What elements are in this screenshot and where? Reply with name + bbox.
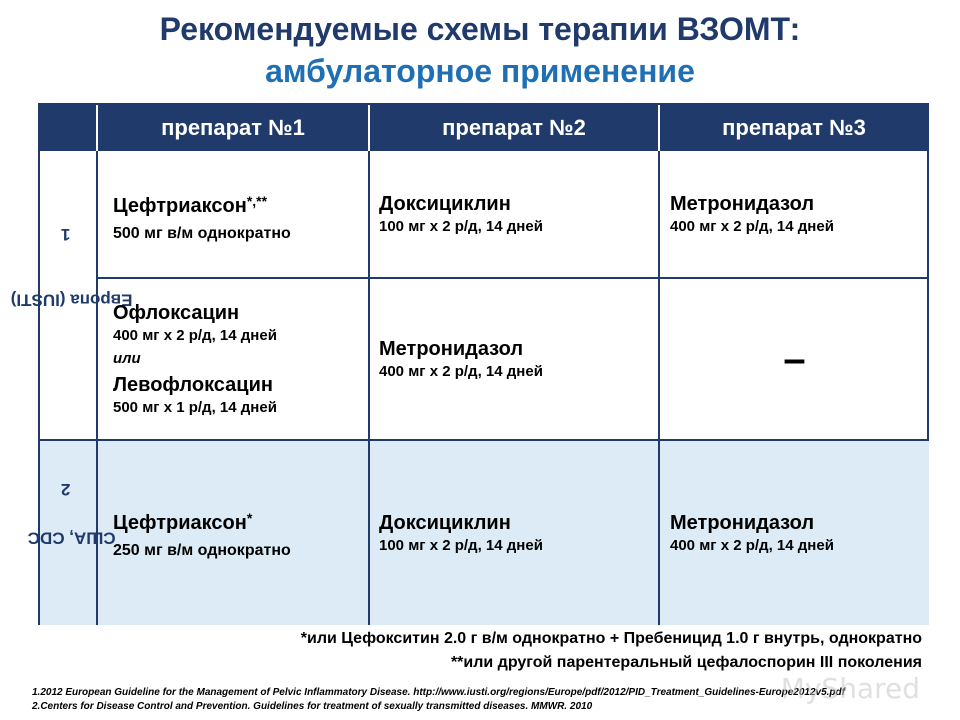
drug-name: Метронидазол [670,512,815,534]
slide-title: Рекомендуемые схемы терапии ВЗОМТ: [159,11,801,47]
empty-dash: – [783,336,806,381]
cell-europe-alt-drug-3 [660,279,929,439]
reference-2: 2.Centers for Disease Control and Prevention. Guidelines for treatment of sexually transmitted diseases. MMWR. 2010 [32,701,593,712]
row-label-usa: США, CDC2 [27,480,116,548]
drug-footnote-mark: *,** [246,192,268,209]
cell-usa-drug-1 [98,441,368,625]
drug-name: Доксициклин [379,193,511,215]
column-header-drug-1: препарат №1 [97,105,369,151]
header-corner [40,105,97,151]
reference-1: 1.2012 European Guideline for the Management of Pelvic Inflammatory Disease. http://www.iusti.org/regions/Europe/pdf/2012/PID_Treatment_Guidelines-Europe2012v5.pdf [32,687,845,698]
cell-europe-alt-drug-1 [98,279,368,439]
footnote-single-asterisk: *или Цефокситин 2.0 г в/м однократно + Пребеницид 1.0 г внутрь, однократно [300,630,922,647]
column-header-drug-2: препарат №2 [369,105,659,151]
drug-name: Цефтриаксон [113,194,247,217]
row-label-europe: Европа (IUSTI)1 [10,225,133,310]
footnote-double-asterisk: **или другой парентеральный цефалоспорин III поколения [450,654,922,671]
cell-usa-drug-2 [370,441,658,625]
drug-name: Офлоксацин [113,302,240,324]
cell-europe-drug-2 [370,151,658,277]
or-separator: или [113,350,141,367]
drug-dose: 100 мг х 2 р/д, 14 дней [379,537,543,554]
header-divider [658,105,660,151]
drug-name: Цефтриаксон [113,511,247,534]
drug-name-alt: Левофлоксацин [113,374,273,396]
therapy-table [10,103,929,625]
slide-subtitle: амбулаторное применение [265,53,695,89]
drug-name: Доксициклин [379,512,511,534]
drug-dose: 500 мг в/м однократно [113,224,291,242]
drug-name: Метронидазол [670,193,815,215]
watermark-logo: MyShared [780,672,920,705]
drug-dose: 400 мг х 2 р/д, 14 дней [113,327,277,344]
cell-usa-drug-3 [660,441,929,625]
header-divider [96,105,98,151]
cell-europe-drug-3 [660,151,929,277]
header-divider [368,105,370,151]
drug-dose: 400 мг х 2 р/д, 14 дней [670,537,834,554]
drug-name: Метронидазол [379,338,524,360]
drug-dose: 400 мг х 2 р/д, 14 дней [670,218,834,235]
column-header-drug-3: препарат №3 [659,105,929,151]
cell-europe-drug-1 [98,151,368,277]
drug-dose: 400 мг х 2 р/д, 14 дней [379,363,543,380]
cell-europe-alt-drug-2 [370,279,658,439]
drug-dose-alt: 500 мг х 1 р/д, 14 дней [113,399,277,416]
drug-footnote-mark: * [246,509,253,526]
drug-dose: 100 мг х 2 р/д, 14 дней [379,218,543,235]
drug-dose: 250 мг в/м однократно [113,541,291,559]
